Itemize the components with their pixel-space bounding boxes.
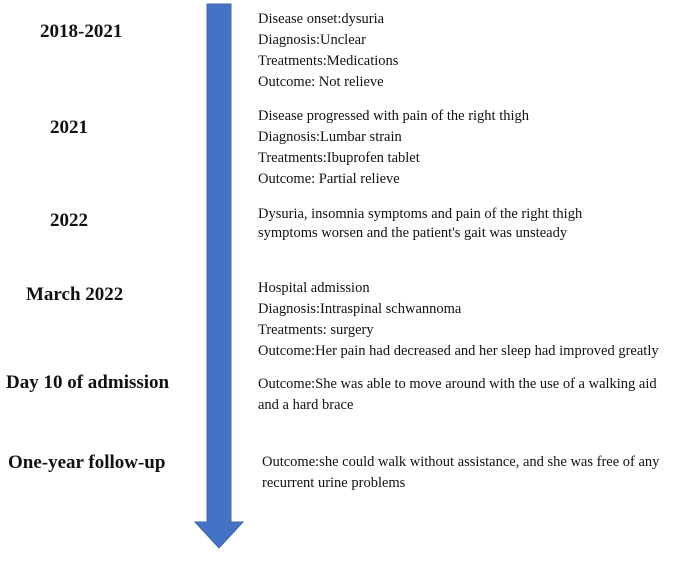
entry-line: recurrent urine problems — [262, 475, 406, 491]
timeline-entry-2021 — [258, 106, 529, 190]
entry-line: Outcome: Partial relieve — [258, 171, 400, 187]
entry-line: Treatments:Ibuprofen tablet — [258, 150, 420, 166]
timeline-entry-day-10 — [258, 374, 657, 416]
entry-line: Disease onset:dysuria — [258, 11, 385, 27]
timeline-entry-march-2022 — [258, 278, 659, 362]
entry-line: Outcome: Not relieve — [258, 74, 384, 90]
entry-line: Treatments: surgery — [258, 322, 374, 338]
entry-line: Treatments:Medications — [258, 53, 399, 69]
timeline-entry-one-year-followup — [262, 452, 659, 494]
entry-line: Outcome:Her pain had decreased and her sleep had improved greatly — [258, 343, 659, 359]
period-label-day-10: Day 10 of admission — [6, 372, 170, 393]
entry-line: Outcome:She was able to move around with the use of a walking aid — [258, 376, 657, 392]
entry-line: Diagnosis:Unclear — [258, 32, 366, 48]
period-label-one-year-followup: One-year follow-up — [8, 452, 166, 473]
entry-line: Outcome:she could walk without assistance, and she was free of any — [262, 454, 660, 470]
entry-line: Diagnosis:Lumbar strain — [258, 129, 402, 145]
entry-line: and a hard brace — [258, 397, 354, 413]
timeline-entry-2018-2021 — [258, 9, 398, 93]
period-label-2018-2021: 2018-2021 — [40, 21, 123, 42]
period-label-2021: 2021 — [50, 117, 88, 138]
entry-line: Dysuria, insomnia symptoms and pain of the right thigh — [258, 206, 583, 222]
entry-line: Disease progressed with pain of the right thigh — [258, 108, 530, 124]
period-label-2022: 2022 — [50, 210, 88, 231]
entry-line: symptoms worsen and the patient's gait was unsteady — [258, 225, 568, 241]
timeline-entry-2022 — [258, 205, 582, 243]
timeline-arrow-shape — [195, 4, 243, 548]
entry-line: Diagnosis:Intraspinal schwannoma — [258, 301, 462, 317]
period-label-march-2022: March 2022 — [26, 284, 124, 305]
entry-line: Hospital admission — [258, 280, 370, 296]
